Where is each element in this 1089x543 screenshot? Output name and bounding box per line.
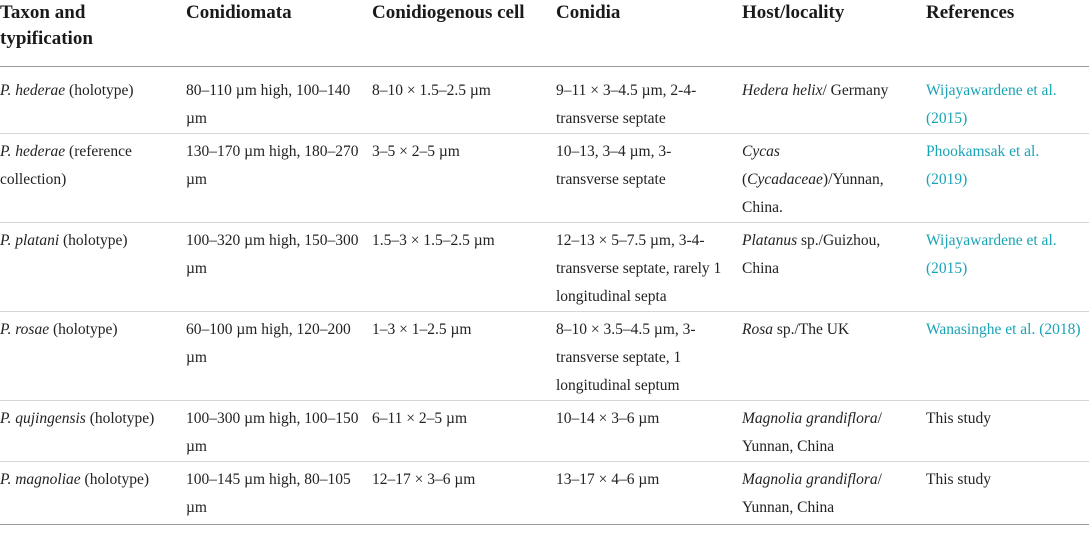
taxon-type: (holotype)	[85, 410, 155, 427]
conidia-cell: 12–13 × 5–7.5 µm, 3-4-transverse septate, rarely 1 longitudinal septa	[556, 223, 742, 312]
host-name: Hedera helix	[742, 82, 823, 99]
conidiomata-cell: 100–145 µm high, 80–105 µm	[186, 462, 372, 525]
host-name: Magnolia grandiflora	[742, 471, 878, 488]
header-conidiomata: Conidiomata	[186, 0, 372, 67]
taxon-type: (holotype)	[59, 232, 128, 249]
taxon-name: P. hederae	[0, 82, 66, 99]
host-family: Cycadaceae	[747, 171, 823, 188]
conidiogenous-cell: 12–17 × 3–6 µm	[372, 462, 556, 525]
taxon-type: (holotype)	[80, 471, 150, 488]
taxon-name: P. rosae	[0, 321, 50, 338]
reference-link[interactable]: Wanasinghe et al. (2018)	[926, 312, 1089, 401]
taxon-name: P. hederae	[0, 143, 66, 160]
conidiomata-cell: 80–110 µm high, 100–140 µm	[186, 67, 372, 134]
conidiogenous-cell: 1.5–3 × 1.5–2.5 µm	[372, 223, 556, 312]
host-name: Rosa	[742, 321, 773, 338]
reference-link[interactable]: Phookamsak et al. (2019)	[926, 134, 1089, 223]
table-row	[0, 134, 1089, 223]
taxon-cell	[0, 401, 186, 462]
table-header-row	[0, 0, 1089, 67]
conidia-cell: 10–14 × 3–6 µm	[556, 401, 742, 462]
host-locality: / Germany	[822, 82, 889, 99]
taxon-cell	[0, 67, 186, 134]
header-conidiogenous-cell: Conidiogenous cell	[372, 0, 556, 67]
conidiomata-cell: 100–320 µm high, 150–300 µm	[186, 223, 372, 312]
header-taxon: Taxon and typification	[0, 0, 186, 67]
conidiogenous-cell: 1–3 × 1–2.5 µm	[372, 312, 556, 401]
host-cell	[742, 223, 926, 312]
taxon-name: P. platani	[0, 232, 60, 249]
taxon-type: (holotype)	[65, 82, 134, 99]
conidiomata-cell: 100–300 µm high, 100–150 µm	[186, 401, 372, 462]
conidiogenous-cell: 3–5 × 2–5 µm	[372, 134, 556, 223]
host-cell	[742, 67, 926, 134]
conidiomata-cell: 130–170 µm high, 180–270 µm	[186, 134, 372, 223]
host-name: Magnolia grandiflora	[742, 410, 878, 427]
host-locality: / Yunnan, China	[742, 410, 882, 455]
host-name: Platanus	[742, 232, 798, 249]
taxon-name: P. magnoliae	[0, 471, 81, 488]
host-locality: / Yunnan, China	[742, 471, 882, 516]
taxon-cell	[0, 134, 186, 223]
host-locality: )/Yunnan, China.	[742, 171, 884, 216]
reference-link[interactable]: Wijayawardene et al. (2015)	[926, 223, 1089, 312]
table-row	[0, 312, 1089, 401]
reference-link[interactable]: Wijayawardene et al. (2015)	[926, 67, 1089, 134]
header-host-locality: Host/locality	[742, 0, 926, 67]
taxon-type: (holotype)	[49, 321, 118, 338]
taxon-cell	[0, 312, 186, 401]
host-cell	[742, 134, 926, 223]
taxon-type: (reference collection)	[0, 143, 132, 188]
taxon-cell	[0, 462, 186, 525]
table-row	[0, 462, 1089, 525]
header-conidia: Conidia	[556, 0, 742, 67]
conidiomata-cell: 60–100 µm high, 120–200 µm	[186, 312, 372, 401]
taxon-cell	[0, 223, 186, 312]
host-locality: sp./Guizhou, China	[742, 232, 881, 277]
host-cell	[742, 312, 926, 401]
conidiogenous-cell: 8–10 × 1.5–2.5 µm	[372, 67, 556, 134]
host-locality: sp./The UK	[773, 321, 850, 338]
host-cell	[742, 401, 926, 462]
table-row	[0, 223, 1089, 312]
host-cell	[742, 462, 926, 525]
conidia-cell: 10–13, 3–4 µm, 3-transverse septate	[556, 134, 742, 223]
table-row	[0, 67, 1089, 134]
conidia-cell: 8–10 × 3.5–4.5 µm, 3-transverse septate, 1 longitudinal septum	[556, 312, 742, 401]
conidia-cell: 9–11 × 3–4.5 µm, 2-4-transverse septate	[556, 67, 742, 134]
taxon-name: P. qujingensis	[0, 410, 86, 427]
header-references: References	[926, 0, 1089, 67]
reference-text: This study	[926, 462, 1089, 525]
host-sep: (	[742, 171, 748, 188]
conidia-cell: 13–17 × 4–6 µm	[556, 462, 742, 525]
reference-text: This study	[926, 401, 1089, 462]
table-row	[0, 401, 1089, 462]
host-name: Cycas	[742, 143, 780, 160]
conidiogenous-cell: 6–11 × 2–5 µm	[372, 401, 556, 462]
